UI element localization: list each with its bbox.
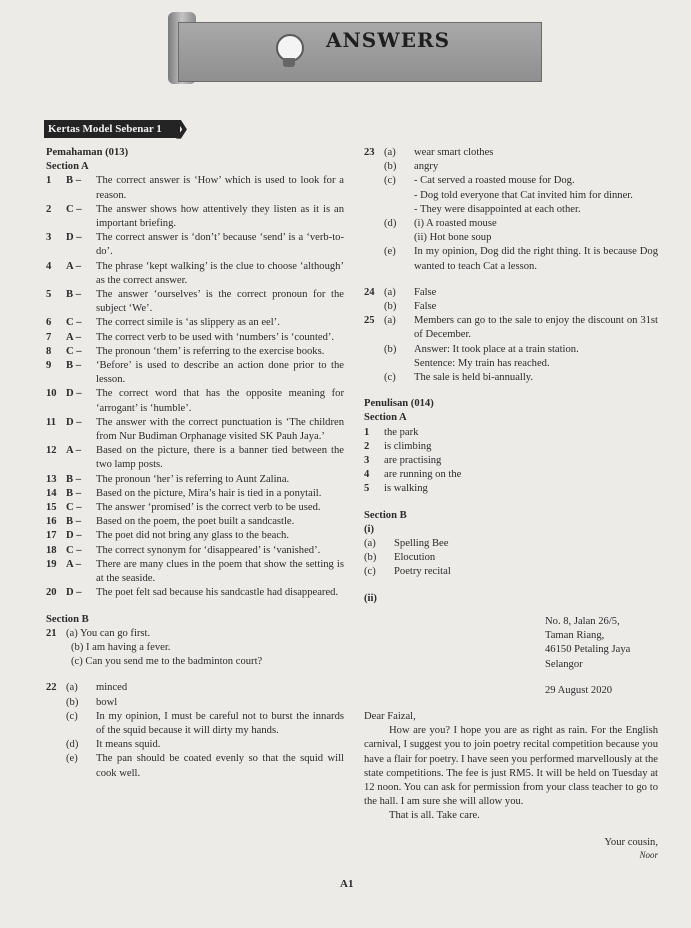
answer-letter: A – (66, 445, 82, 457)
sub-answer (384, 371, 658, 385)
sub-label: (e) (66, 753, 78, 765)
answer-explanation: The correct answer is ‘How’ which is used to look for a reason. (96, 175, 344, 201)
answer-letter: B – (66, 175, 82, 187)
answer-letter: D – (66, 388, 82, 400)
question-number: 5 (364, 483, 370, 495)
answer-explanation: The correct answer is ‘don’t’ because ‘send’ is a ‘verb-to-do’. (96, 232, 344, 258)
sub-label: (c) (364, 566, 376, 578)
answer-letter: B – (66, 360, 82, 372)
question-number: 1 (46, 175, 52, 187)
answer-text: are practising (384, 455, 442, 467)
sub-answer (384, 146, 658, 160)
answer-text: is climbing (384, 440, 432, 452)
sub-answer (364, 551, 658, 565)
sub-text: Elocution (394, 552, 436, 564)
answer-letter: B – (66, 473, 82, 485)
sub-answer (384, 174, 658, 217)
question-number: 25 (364, 315, 375, 327)
sub-label: (a) (384, 315, 396, 327)
answer-explanation: The correct simile is ‘as slippery as an eel’. (96, 317, 280, 329)
question-number: 2 (46, 203, 52, 215)
answer-letter: C – (66, 317, 82, 329)
sub-text: False (414, 286, 437, 298)
letter-salutation: Dear Faizal, (364, 710, 416, 722)
sub-label: (b) (384, 301, 397, 313)
answer-explanation: The pronoun ‘her’ is referring to Aunt Zalina. (96, 473, 290, 485)
answer-letter: B – (66, 516, 82, 528)
answer-row (46, 203, 344, 231)
answer-explanation: The correct word that has the opposite meaning for ‘arrogant’ is ‘humble’. (96, 388, 344, 414)
section-a-heading: Section A (46, 161, 89, 173)
answer-explanation: The answer ‘promised’ is the correct verb to be used. (96, 502, 321, 514)
sub-text: wear smart clothes (414, 147, 494, 158)
sub-answer (384, 343, 658, 371)
sub-label: (e) (384, 246, 396, 258)
sub-answer (364, 537, 658, 551)
writing-answer (364, 426, 658, 440)
letter-date: 29 August 2020 (545, 684, 613, 696)
address-line: Taman Riang, (545, 630, 605, 642)
sub-label: (b) (66, 696, 79, 708)
writing-answer (364, 454, 658, 468)
question-number: 19 (46, 558, 57, 570)
answer-explanation: The answer ‘ourselves’ is the correct pronoun for the subject ‘We’. (96, 289, 344, 315)
answer-explanation: The phrase ‘kept walking’ is the clue to choose ‘although’ as the correct answer. (96, 260, 344, 286)
sub-text: (i) A roasted mouse (ii) Hot bone soup (414, 218, 497, 244)
answer-letter: C – (66, 345, 82, 357)
sub-label: (b) (364, 552, 377, 564)
sub-answer (66, 681, 344, 695)
mcq-list (46, 174, 344, 600)
paper-tag: Kertas Model Sebenar 1 (44, 120, 180, 138)
section-b-heading: Section B (46, 613, 89, 625)
answer-explanation: The poet did not bring any glass to the beach. (96, 530, 289, 542)
question-number: 21 (46, 627, 57, 639)
sub-text: In my opinion, I must be careful not to burst the innards of the squid because it will dirty my hands. (96, 710, 344, 736)
answer-row (46, 515, 344, 529)
answer-row (46, 558, 344, 586)
chevron-right-icon: ❯ (174, 118, 190, 138)
question-23 (364, 146, 658, 274)
answer-explanation: The poet felt sad because his sandcastle had disappeared. (96, 587, 339, 599)
address-line: Selangor (545, 658, 583, 670)
sub-answer (384, 217, 658, 245)
answer-row (46, 359, 344, 387)
answer-row (46, 444, 344, 472)
sub-label: (c) (66, 710, 78, 722)
answer-row (46, 387, 344, 415)
section-b-heading: Section B (364, 509, 407, 521)
sub-label: (c) (384, 372, 396, 384)
answer-line: (c) Can you send me to the badminton court? (71, 656, 263, 668)
answer-explanation: There are many clues in the poem that show the setting is at the seaside. (96, 558, 344, 585)
sub-text: Answer: It took place at a train station. Sentence: My train has reached. (414, 343, 579, 369)
writing-answer (364, 468, 658, 482)
page-number: A1 (340, 878, 354, 890)
question-number: 14 (46, 487, 57, 499)
right-column (364, 146, 658, 861)
sub-label: (a) (384, 286, 396, 298)
letter-closing: Your cousin, (604, 836, 658, 848)
question-number: 2 (364, 440, 370, 452)
letter-body: How are you? I hope you are as right as rain. For the English carnival, I suggest you to join poetry recital competition because you have a flair for poetry. I have seen you performed marvellously at the state competitions. The fee is just RM5. It will be held on Tuesday at 12 noon. You can ask for permission from your class teacher to go to the hall. I am sure she will allow you. (364, 725, 658, 808)
sub-label: (a) (364, 538, 376, 550)
answer-row (46, 501, 344, 515)
answer-explanation: Based on the poem, the poet built a sandcastle. (96, 516, 295, 528)
sub-label: (a) (66, 682, 78, 694)
sub-text: False (414, 301, 437, 313)
sub-answer (66, 752, 344, 780)
question-number: 9 (46, 360, 52, 372)
answer-letter: A – (66, 260, 82, 272)
left-column (46, 146, 344, 781)
answer-row (46, 260, 344, 288)
answer-text: the park (384, 426, 419, 438)
question-number: 18 (46, 544, 57, 556)
answer-explanation: The correct synonym for ‘disappeared’ is ‘vanished’. (96, 544, 321, 556)
pemahaman-heading: Pemahaman (013) (46, 147, 129, 158)
answer-letter: D – (66, 232, 82, 244)
letter-body-close: That is all. Take care. (389, 810, 480, 822)
question-number: 8 (46, 345, 52, 357)
address-line: No. 8, Jalan 26/5, (545, 615, 620, 627)
answer-letter: A – (66, 331, 82, 343)
sub-answer (66, 696, 344, 710)
sub-answer (66, 738, 344, 752)
sub-text: minced (96, 682, 128, 694)
question-number: 5 (46, 289, 52, 301)
section-a-heading: Section A (364, 412, 407, 424)
answer-row (46, 288, 344, 316)
sub-label: (b) (384, 161, 397, 173)
answer-row (46, 529, 344, 543)
address-line: 46150 Petaling Jaya (545, 644, 631, 656)
sub-text: angry (414, 161, 439, 173)
answer-text: is walking (384, 483, 428, 495)
answer-explanation: Based on the picture, there is a banner tied between the two lamp posts. (96, 445, 344, 471)
sub-text: Spelling Bee (394, 538, 449, 550)
answer-explanation: The correct verb to be used with ‘numbers’ is ‘counted’. (96, 331, 335, 343)
question-number: 4 (46, 260, 52, 272)
question-number: 24 (364, 286, 375, 298)
part-i-label: (i) (364, 523, 374, 535)
letter-signature: Noor (639, 849, 658, 860)
answer-explanation: Based on the picture, Mira’s hair is tied in a ponytail. (96, 487, 322, 499)
sub-label: (b) (384, 343, 397, 355)
answer-line: (b) I am having a fever. (71, 641, 171, 653)
question-number: 12 (46, 445, 57, 457)
answer-explanation: The answer shows how attentively they listen as it is an important briefing. (96, 203, 344, 230)
sub-text: The pan should be coated evenly so that the squid will cook well. (96, 753, 344, 779)
question-number: 23 (364, 147, 375, 158)
question-22 (46, 681, 344, 780)
question-number: 3 (46, 232, 52, 244)
sub-answer (66, 710, 344, 738)
answer-letter: C – (66, 544, 82, 556)
question-number: 10 (46, 388, 57, 400)
answer-explanation: The answer with the correct punctuation is ‘The children from Nur Budiman Orphanage visited SK Pauh Jaya.’ (96, 416, 344, 443)
question-number: 22 (46, 682, 57, 694)
answer-letter: B – (66, 289, 82, 301)
page-title: ANSWERS (326, 28, 451, 52)
letter-address (364, 615, 658, 698)
answer-letter: D – (66, 416, 82, 428)
sub-label: (d) (66, 739, 79, 751)
answer-letter: D – (66, 587, 82, 599)
question-number: 7 (46, 331, 52, 343)
question-24 (364, 286, 658, 314)
answer-row (46, 416, 344, 444)
answer-row (46, 473, 344, 487)
question-number: 1 (364, 426, 370, 438)
sub-text: In my opinion, Dog did the right thing. It is because Dog wanted to teach Cat a lesson. (414, 246, 658, 272)
answer-row (46, 174, 344, 202)
answer-row (46, 544, 344, 558)
question-21 (46, 627, 344, 670)
sub-answer (384, 300, 658, 314)
sub-answer (364, 565, 658, 579)
answer-row (46, 586, 344, 600)
answer-row (46, 345, 344, 359)
writing-b-list (364, 537, 658, 580)
sub-label: (c) (384, 175, 396, 187)
answer-explanation: The pronoun ‘them’ is referring to the exercise books. (96, 345, 325, 357)
part-ii-label: (ii) (364, 592, 377, 604)
writing-a-list (364, 426, 658, 497)
question-number: 13 (46, 473, 57, 485)
answer-line: (a) You can go first. (66, 627, 151, 639)
question-number: 17 (46, 530, 57, 542)
sub-answer (384, 160, 658, 174)
sub-text: - Cat served a roasted mouse for Dog. - Dog told everyone that Cat invited him for dinner. - They were disappointed at each other. (414, 175, 633, 215)
sub-label: (d) (384, 218, 397, 230)
answer-explanation: ‘Before’ is used to describe an action done prior to the lesson. (96, 360, 344, 386)
sub-text: It means squid. (96, 739, 161, 751)
sub-label: (a) (384, 147, 396, 158)
answer-text: are running on the (384, 469, 462, 481)
question-number: 6 (46, 317, 52, 329)
question-25 (364, 314, 658, 385)
penulisan-heading: Penulisan (014) (364, 398, 434, 410)
answer-row (46, 316, 344, 330)
answer-letter: B – (66, 487, 82, 499)
sub-answer (384, 314, 658, 342)
answer-letter: A – (66, 558, 82, 570)
sub-text: bowl (96, 696, 118, 708)
question-number: 16 (46, 516, 57, 528)
sub-text: Members can go to the sale to enjoy the discount on 31st of December. (414, 315, 658, 341)
question-number: 15 (46, 502, 57, 514)
sub-answer (384, 286, 658, 300)
question-number: 3 (364, 455, 370, 467)
answer-row (46, 331, 344, 345)
answer-row (46, 487, 344, 501)
lightbulb-base-icon (283, 58, 295, 67)
writing-answer (364, 440, 658, 454)
question-number: 4 (364, 469, 370, 481)
sub-text: The sale is held bi-annually. (414, 372, 534, 384)
question-number: 11 (46, 416, 57, 428)
answer-row (46, 231, 344, 259)
sub-text: Poetry recital (394, 566, 451, 578)
answer-letter: C – (66, 502, 82, 514)
answer-letter: D – (66, 530, 82, 542)
question-number: 20 (46, 587, 57, 599)
writing-answer (364, 482, 658, 496)
sub-answer (384, 245, 658, 273)
answer-letter: C – (66, 203, 82, 215)
